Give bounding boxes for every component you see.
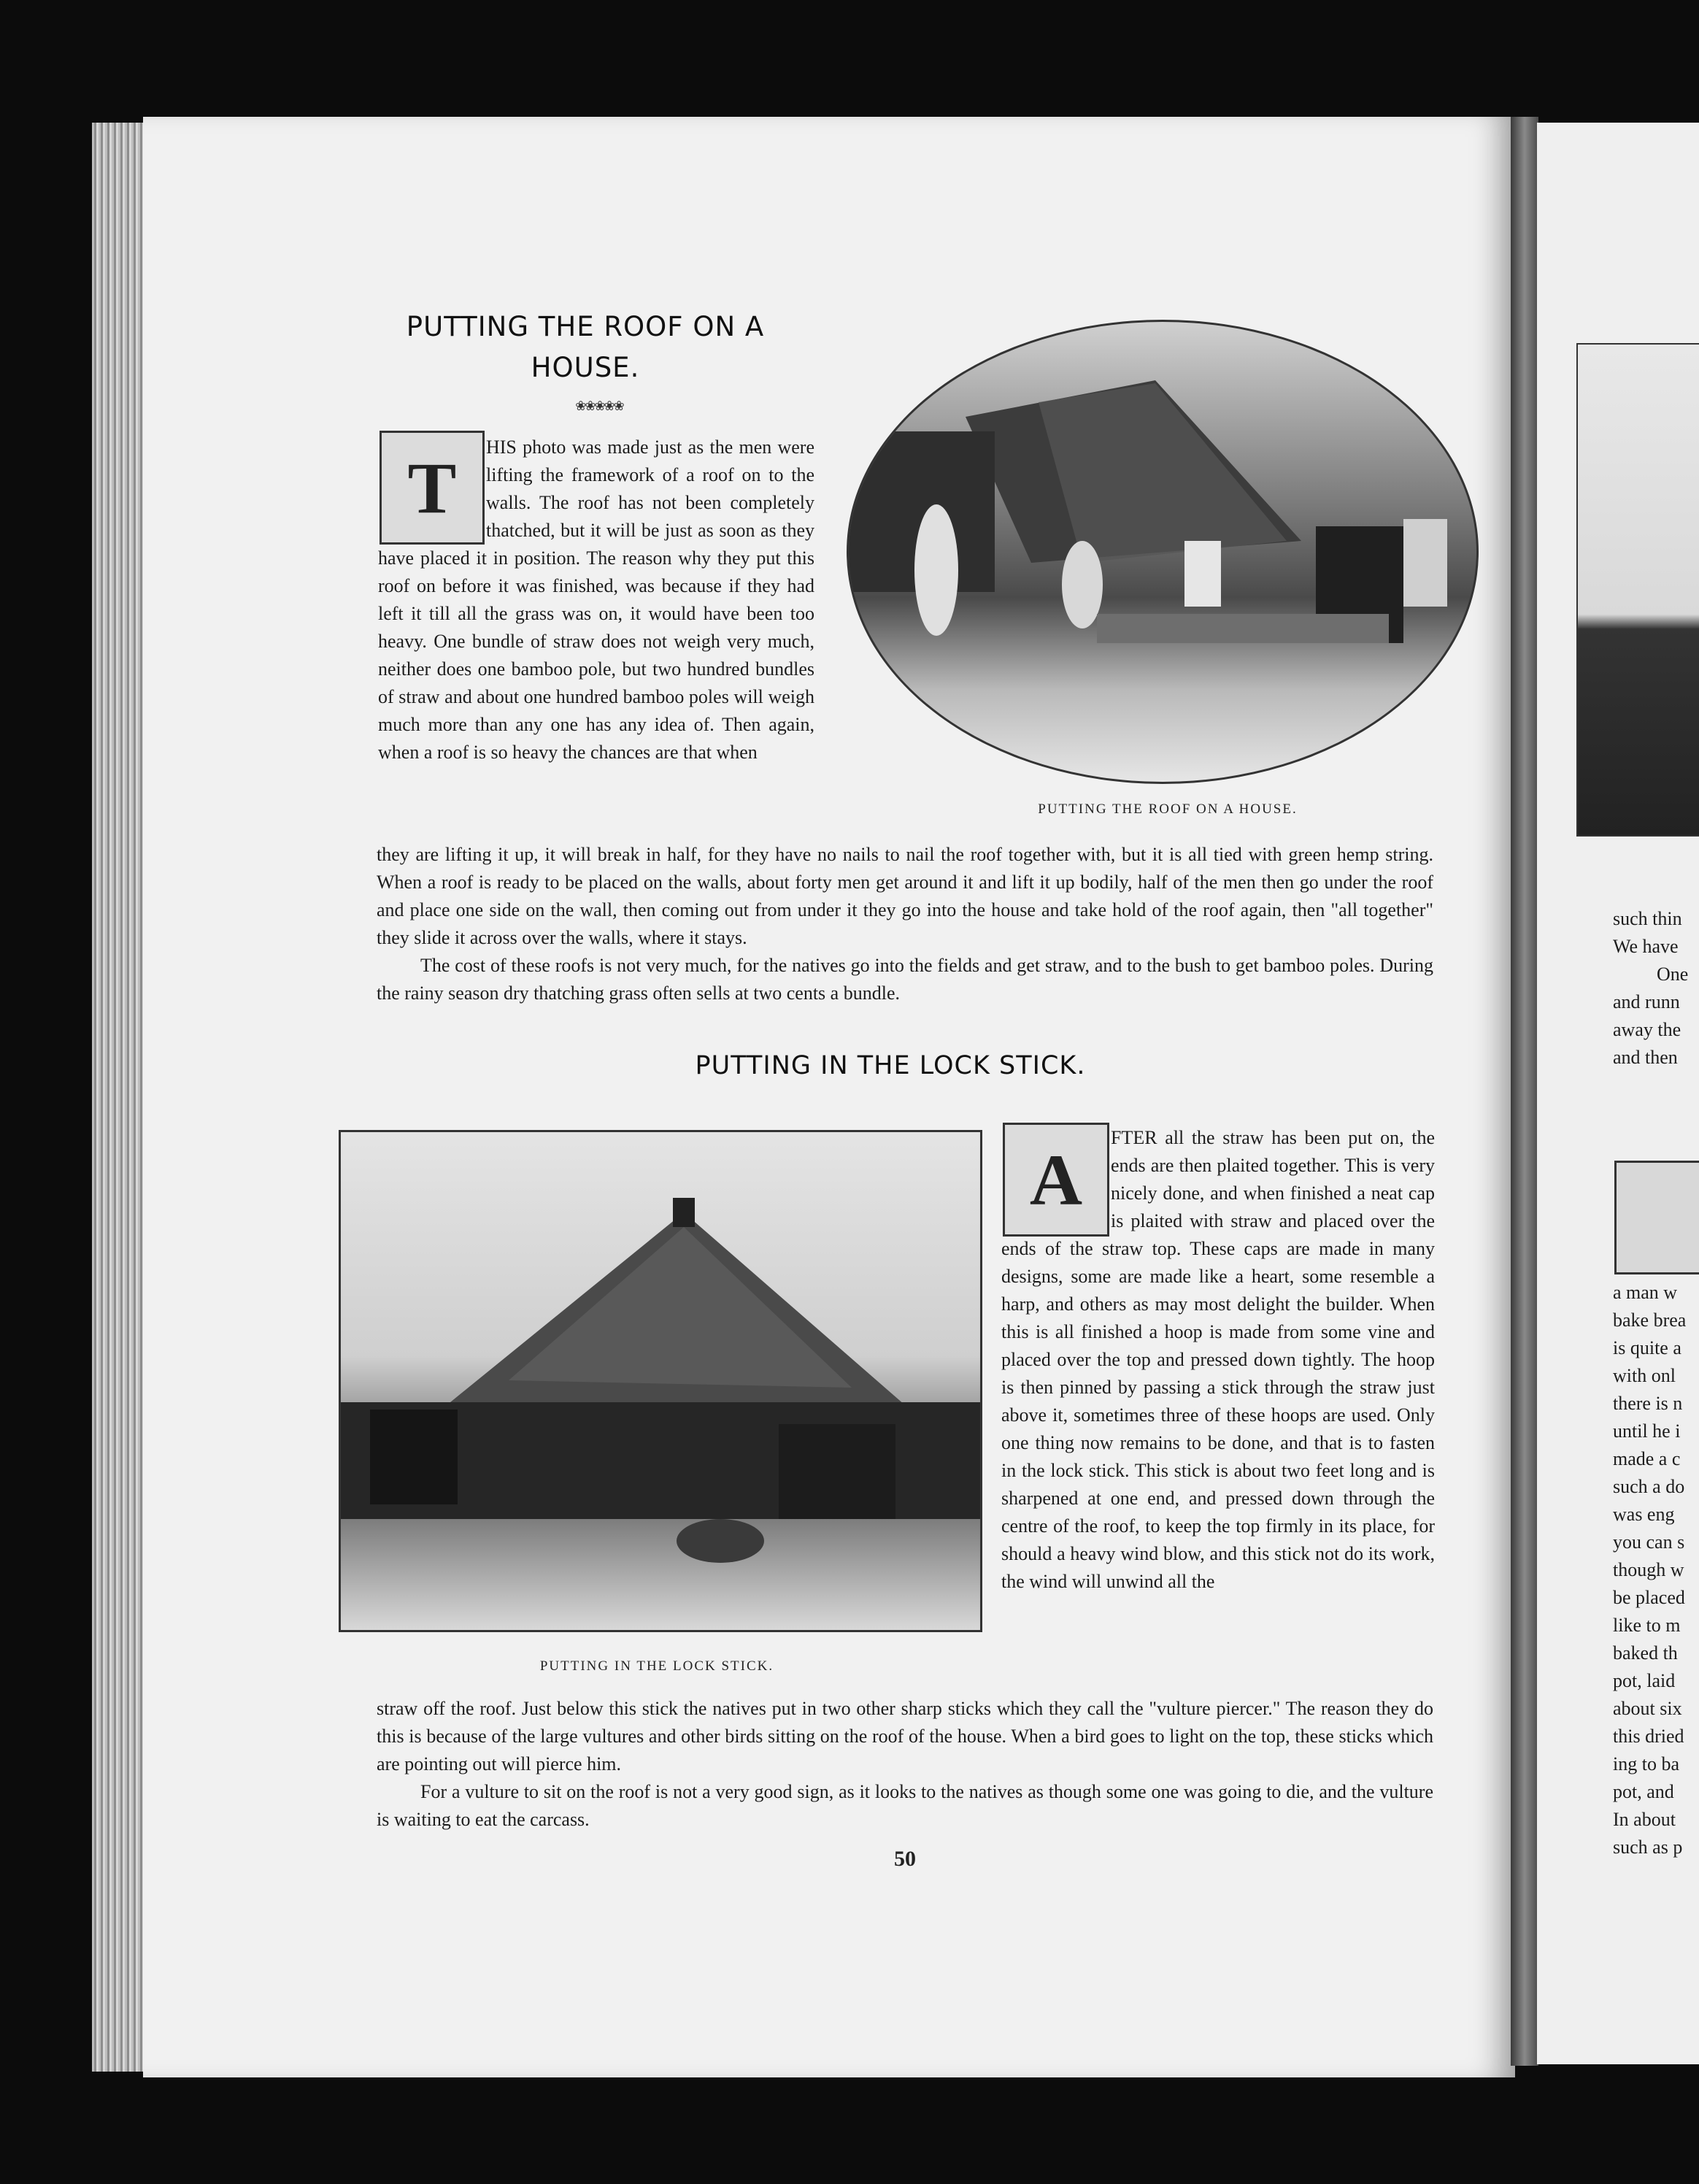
next-page-line: such as p: [1613, 1837, 1683, 1858]
next-page-line: bake brea: [1613, 1310, 1687, 1331]
paragraph-lock-stick-continued: [377, 1695, 1433, 1834]
article-heading-roof: PUTTING THE ROOF ON A HOUSE.: [406, 311, 765, 383]
next-page-line: pot, and: [1613, 1781, 1674, 1802]
next-page-line: you can s: [1613, 1531, 1685, 1553]
next-page-line: We have: [1613, 936, 1679, 957]
photo-putting-roof: [847, 320, 1479, 784]
dropcap-letter: T: [407, 447, 457, 528]
article-heading-lock-stick: PUTTING IN THE LOCK STICK.: [695, 1051, 1086, 1080]
page-number: 50: [894, 1847, 916, 1871]
paragraph-vulture: For a vulture to sit on the roof is not a very good sign, as it looks to the natives as though some one was going to die, and the vulture is waiting to eat the carcass.: [377, 1781, 1433, 1830]
next-page-line: and then: [1613, 1047, 1678, 1068]
next-page-line: pot, laid: [1613, 1670, 1676, 1691]
paragraph-text: FTER all the straw has been put on, the ends are then plaited together. This is very nicely done, and when finished a neat cap is plaited with straw and placed over the ends of the straw top. These caps are made in many designs, some are made like a heart, some resemble a harp, and others as may most delight the builder. When this is all finished a hoop is made from some vine and placed over the top and pressed down tightly. The hoop is then pinned by passing a stick through the straw just above it, sometimes three of these hoops are used. Only one thing now remains to be done, and that is to fasten in the lock stick. This stick is about two feet long and is sharpened at one end, and pressed down through the centre of the roof, to keep the top firmly in its place, for should a heavy wind blow, and this stick not do its work, the wind will unwind all the: [1001, 1127, 1435, 1592]
next-page-line: made a c: [1613, 1448, 1681, 1469]
thatched-hut-illustration: [341, 1132, 980, 1630]
ornament-flourish: ❀❀❀❀❀: [575, 399, 623, 413]
paragraph-text: straw off the roof. Just below this stick the natives put in two other sharp sticks which they call the "vulture piercer." The reason they do this is because of the large vultures and other birds sitting on the roof of the house. When a bird goes to light on the top, these sticks which are pointing out will pierce him.: [377, 1698, 1433, 1774]
hut-roof-illustration: [849, 322, 1476, 782]
paragraph-cost: The cost of these roofs is not very much, for the natives go into the fields and get straw, and to the bush to get bamboo poles. During the rainy season dry thatching grass often sells at two cents a bundle.: [377, 955, 1433, 1004]
next-page-line: baked th: [1613, 1642, 1678, 1664]
next-page-line: was eng: [1613, 1504, 1675, 1525]
next-page-line: though w: [1613, 1559, 1684, 1580]
photo-lock-stick: [339, 1130, 982, 1632]
paragraph-roof-continued: [377, 841, 1433, 1007]
next-page-line: until he i: [1613, 1420, 1681, 1442]
caption-lock-stick-photo: PUTTING IN THE LOCK STICK.: [539, 1658, 774, 1674]
next-page-line: ing to ba: [1613, 1753, 1679, 1774]
paragraph-text: they are lifting it up, it will break in half, for they have no nails to nail the roof together with, but it is all tied with green hemp string. When a roof is ready to be placed on the walls, about forty men get around it and lift it up bodily, half of the men then go under the roof and place one side on the wall, then coming out from under it they go into the house and take hold of the roof again, then "all together" they slide it across over the walls, where it stays.: [377, 844, 1433, 948]
next-page-line: away the: [1613, 1019, 1681, 1040]
next-page-line: such thin: [1613, 908, 1682, 929]
next-page-line: about six: [1613, 1698, 1682, 1719]
next-page-line: One: [1657, 964, 1689, 985]
next-page-line: and runn: [1613, 991, 1680, 1012]
next-page-line: be placed: [1613, 1587, 1685, 1608]
next-page-line: this dried: [1613, 1726, 1684, 1747]
next-page-line: a man w: [1613, 1282, 1678, 1303]
book-gutter: [1511, 117, 1538, 2066]
paragraph-text: HIS photo was made just as the men were lifting the framework of a roof on to the walls. The roof has not been completely thatched, but it will be just as soon as they have placed it in position. The reason why they put this roof on before it was finished, was because if they had left it till all the grass was on, it would have been too heavy. One bundle of straw does not weigh very much, neither does one bamboo pole, but two hundred bundles of straw and about one hundred bamboo poles will weigh much more than any one has any idea of. Then again, when a roof is so heavy the chances are that when: [378, 437, 814, 763]
paragraph-lock-stick: [1001, 1124, 1435, 1596]
dropcap-letter: A: [1029, 1139, 1083, 1220]
paragraph-roof-intro: [378, 434, 814, 842]
next-page-line: In about: [1613, 1809, 1676, 1830]
next-page-line: like to m: [1613, 1615, 1681, 1636]
next-page-line: such a do: [1613, 1476, 1685, 1497]
next-page-line: is quite a: [1613, 1337, 1681, 1358]
next-page-photo: [1576, 343, 1699, 837]
caption-roof-photo: PUTTING THE ROOF ON A HOUSE.: [1038, 801, 1298, 817]
next-page-line: there is n: [1613, 1393, 1683, 1414]
next-page-line: with onl: [1613, 1365, 1676, 1386]
next-page-dropcap-ornament: [1614, 1161, 1699, 1274]
